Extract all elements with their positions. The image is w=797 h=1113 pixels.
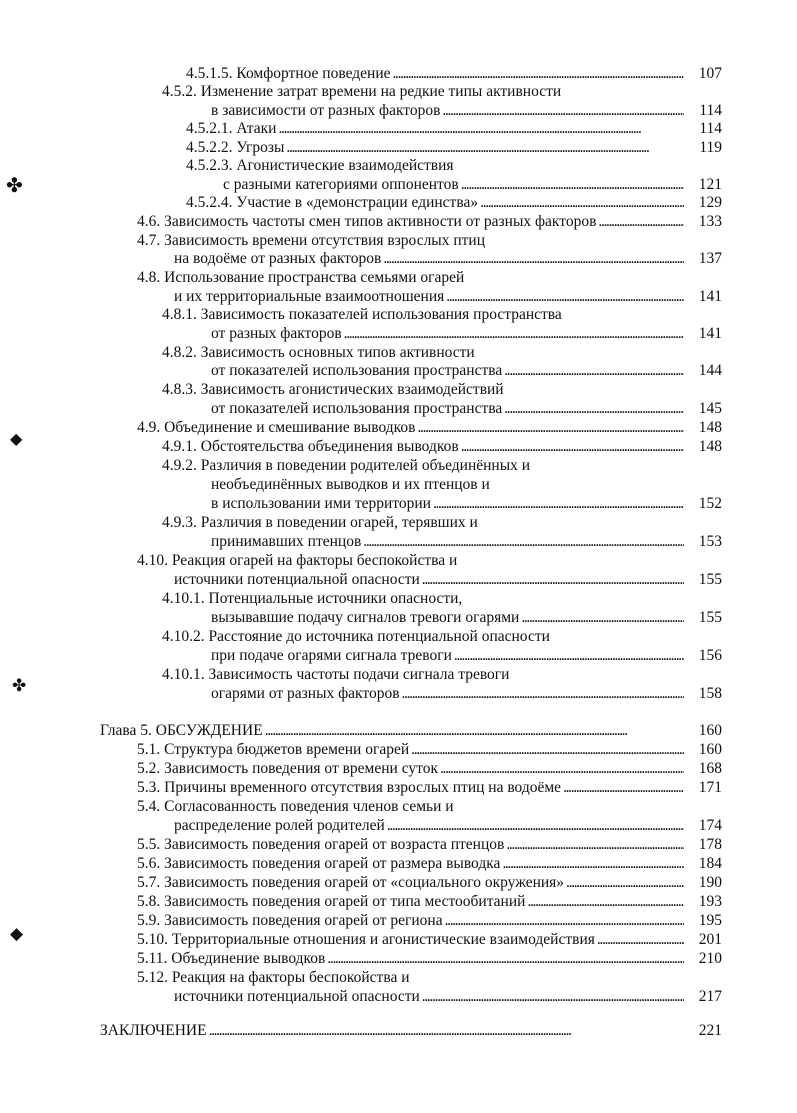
toc-entry-text: 5.5. Зависимость поведения огарей от возраста птенцов [137, 836, 505, 853]
leader-dots [521, 608, 684, 627]
toc-entry [162, 456, 722, 475]
toc-page-number: 160 [698, 722, 722, 739]
toc-entry-text: источники потенциальной опасности [174, 988, 420, 1005]
toc-entry-text: при подаче огарями сигнала тревоги [211, 647, 452, 664]
toc-entry [186, 64, 722, 83]
toc-page-number: 148 [698, 419, 722, 436]
toc-entry [174, 570, 722, 589]
toc-page-number: 156 [698, 647, 722, 664]
toc-entry-text: 4.5.2. Изменение затрат времени на редкие типы активности [162, 83, 562, 100]
leader-dots [363, 532, 684, 551]
toc-entry [137, 968, 722, 987]
toc-entry [137, 911, 722, 930]
toc-entry [174, 249, 722, 268]
leader-dots [566, 873, 684, 892]
toc-entry-text: ЗАКЛЮЧЕНИЕ [100, 1022, 207, 1039]
leader-dots [442, 101, 684, 120]
toc-entry-text: вызывавшие подачу сигналов тревоги огарями [211, 609, 520, 626]
toc-page-number: 114 [699, 102, 722, 119]
toc-entry-text: 5.8. Зависимость поведения огарей от типа местообитаний [137, 893, 526, 910]
toc-entry-text: 4.5.2.2. Угрозы [186, 139, 285, 156]
toc-entry [137, 212, 722, 231]
toc-entry-text: в использовании ими территории [211, 495, 431, 512]
leader-dots [527, 892, 684, 911]
toc-entry [162, 513, 722, 532]
toc-entry [162, 627, 722, 646]
toc-entry-text: 4.10.1. Потенциальные источники опасности, [162, 590, 463, 607]
leader-dots [597, 930, 684, 949]
toc-entry-text: от разных факторов [211, 325, 342, 342]
leader-dots [327, 949, 684, 968]
leader-dots [461, 175, 684, 194]
toc-entry [162, 82, 722, 101]
leader-dots [480, 193, 684, 212]
leader-dots [417, 418, 684, 437]
toc-entry [137, 930, 722, 949]
toc-entry [137, 759, 722, 778]
toc-entry-text: 4.5.2.1. Атаки [186, 120, 277, 137]
toc-entry-text: с разными категориями оппонентов [223, 176, 459, 193]
toc-entry [137, 231, 722, 250]
scan-speck-mark: ◆ [10, 431, 23, 448]
toc-entry-text: на водоёме от разных факторов [174, 250, 382, 267]
toc-page-number: 119 [699, 139, 722, 156]
toc-entry-text: 4.8.3. Зависимость агонистических взаимодействий [162, 381, 504, 398]
toc-entry-text: 5.1. Структура бюджетов времени огарей [137, 741, 410, 758]
toc-page-number: 148 [698, 438, 722, 455]
toc-entry [211, 646, 722, 665]
toc-page-number: 168 [698, 760, 722, 777]
toc-entry [100, 721, 722, 740]
toc-page-number: 193 [698, 893, 722, 910]
toc-entry [137, 418, 722, 437]
toc-page-number: 145 [698, 400, 722, 417]
toc-entry [162, 437, 722, 456]
toc-entry [137, 873, 722, 892]
scan-speck-mark: ✤ [12, 676, 27, 695]
leader-dots [445, 911, 684, 930]
toc-entry-text: принимавших птенцов [211, 533, 362, 550]
toc-entry-text: 4.5.2.4. Участие в «демонстрации единства» [186, 194, 479, 211]
toc-entry [211, 399, 722, 418]
toc-entry-text: 4.9.1. Обстоятельства объединения выводков [162, 438, 459, 455]
toc-entry-text: 4.10.2. Расстояние до источника потенциальной опасности [162, 628, 550, 645]
toc-page-number: 153 [698, 533, 722, 550]
leader-dots [461, 437, 684, 456]
leader-dots [265, 721, 684, 740]
leader-dots [440, 759, 684, 778]
toc-entry [211, 324, 722, 343]
toc-page-number: 121 [698, 176, 722, 193]
toc-page-number: 155 [698, 609, 722, 626]
toc-entry-text: 4.9. Объединение и смешивание выводков [137, 419, 416, 436]
leader-dots [454, 646, 684, 665]
toc-entry-text: от показателей использования пространства [211, 400, 503, 417]
toc-page-number: 158 [698, 685, 722, 702]
toc-entry [137, 740, 722, 759]
toc-entry-text: 4.7. Зависимость времени отсутствия взрослых птиц [137, 232, 486, 249]
toc-page-number: 195 [698, 912, 722, 929]
toc-page-number: 129 [698, 194, 722, 211]
toc-page-number: 137 [698, 250, 722, 267]
leader-dots [393, 64, 685, 83]
leader-dots [433, 494, 684, 513]
toc-entry [137, 835, 722, 854]
toc-entry-text: 4.10.1. Зависимость частоты подачи сигнала тревоги [162, 666, 510, 683]
toc-page-number: 160 [698, 741, 722, 758]
toc-entry [162, 305, 722, 324]
toc-entry [174, 287, 722, 306]
toc-entry [211, 361, 722, 380]
toc-entry-text: 4.6. Зависимость частоты смен типов активности от разных факторов [137, 213, 597, 230]
toc-page-number: 144 [698, 362, 722, 379]
leader-dots [504, 361, 684, 380]
toc-entry [223, 175, 722, 194]
toc-page-number: 152 [698, 495, 722, 512]
toc-entry [162, 589, 722, 608]
leader-dots [506, 835, 684, 854]
toc-entry [137, 551, 722, 570]
toc-entry-text: 4.5.1.5. Комфортное поведение [186, 65, 391, 82]
toc-entry [211, 608, 722, 627]
toc-page-number: 141 [698, 288, 722, 305]
toc-page-number: 141 [698, 325, 722, 342]
toc-page-number: 114 [699, 120, 722, 137]
toc-entry-text: распределение ролей родителей [174, 817, 385, 834]
toc-entry [211, 101, 722, 120]
toc-page-number: 107 [698, 65, 722, 82]
leader-dots [563, 778, 684, 797]
toc-page-number: 171 [698, 779, 722, 796]
scan-speck-mark: ✤ [6, 175, 23, 197]
toc-entry-text: 4.8. Использование пространства семьями огарей [137, 269, 465, 286]
toc-entry-text: 5.10. Территориальные отношения и агонистические взаимодействия [137, 931, 595, 948]
toc-page-number: 133 [698, 213, 722, 230]
toc-entry-text: 4.9.2. Различия в поведении родителей объединённых и [162, 457, 531, 474]
toc-entry-text: 4.8.1. Зависимость показателей использования пространства [162, 306, 562, 323]
toc-page-number: 190 [698, 874, 722, 891]
leader-dots [402, 684, 684, 703]
leader-dots [422, 570, 684, 589]
toc-entry-text: 4.8.2. Зависимость основных типов активности [162, 344, 475, 361]
toc-page-number: 178 [698, 836, 722, 853]
toc-page-number: 174 [698, 817, 722, 834]
toc-entry [211, 532, 722, 551]
toc-entry [162, 380, 722, 399]
scan-speck-mark: ◆ [10, 924, 24, 943]
toc-entry-text: источники потенциальной опасности [174, 571, 420, 588]
leader-dots [502, 854, 684, 873]
toc-page-number: 210 [698, 950, 722, 967]
toc-entry [211, 475, 722, 494]
leader-dots [598, 212, 684, 231]
toc-page-number: 155 [698, 571, 722, 588]
toc-entry [137, 892, 722, 911]
leader-dots [411, 740, 684, 759]
toc-entry [174, 816, 722, 835]
toc-entry-text: необъединённых выводков и их птенцов и [211, 476, 490, 493]
toc-entry [174, 987, 722, 1006]
leader-dots [383, 249, 684, 268]
toc-entry [137, 268, 722, 287]
toc-entry-text: Глава 5. ОБСУЖДЕНИЕ [100, 722, 263, 739]
toc-entry-text: 4.9.3. Различия в поведении огарей, терявших и [162, 514, 478, 531]
toc-entry [100, 1021, 722, 1040]
toc-page-number: 221 [698, 1022, 722, 1039]
toc-entry-text: и их территориальные взаимоотношения [174, 288, 445, 305]
toc-page-number: 217 [698, 988, 722, 1005]
toc-entry [186, 138, 722, 157]
toc-entry-text: в зависимости от разных факторов [211, 102, 441, 119]
toc-entry-text: 4.10. Реакция огарей на факторы беспокойства и [137, 552, 458, 569]
toc-entry [211, 684, 722, 703]
leader-dots [422, 987, 684, 1006]
toc-entry [137, 854, 722, 873]
toc-entry-text: от показателей использования пространства [211, 362, 503, 379]
toc-entry [137, 949, 722, 968]
leader-dots [504, 399, 684, 418]
toc-page-number: 184 [698, 855, 722, 872]
toc-entry-text: 5.2. Зависимость поведения от времени суток [137, 760, 438, 777]
toc-entry-text: 5.6. Зависимость поведения огарей от размера выводка [137, 855, 501, 872]
toc-entry-text: 5.11. Объединение выводков [137, 950, 326, 967]
toc-page-number: 201 [698, 931, 722, 948]
toc-entry-text: 5.12. Реакция на факторы беспокойства и [137, 969, 410, 986]
toc-entry-text: 4.5.2.3. Агонистические взаимодействия [186, 157, 454, 174]
leader-dots [344, 324, 684, 343]
toc-entry [137, 778, 722, 797]
toc-entry [186, 193, 722, 212]
toc-entry-text: огарями от разных факторов [211, 685, 400, 702]
toc-entry [162, 343, 722, 362]
leader-dots [278, 119, 684, 138]
toc-entry-text: 5.4. Согласованность поведения членов семьи и [137, 798, 454, 815]
leader-dots [446, 287, 684, 306]
toc-entry [211, 494, 722, 513]
leader-dots [387, 816, 684, 835]
toc-entry [186, 119, 722, 138]
toc-entry-text: 5.3. Причины временного отсутствия взрослых птиц на водоёме [137, 779, 562, 796]
leader-dots [286, 138, 684, 157]
toc-entry-text: 5.9. Зависимость поведения огарей от региона [137, 912, 443, 929]
toc-entry [162, 665, 722, 684]
toc-entry [137, 797, 722, 816]
toc-entry-text: 5.7. Зависимость поведения огарей от «социального окружения» [137, 874, 565, 891]
toc-entry [186, 156, 722, 175]
leader-dots [209, 1021, 684, 1040]
